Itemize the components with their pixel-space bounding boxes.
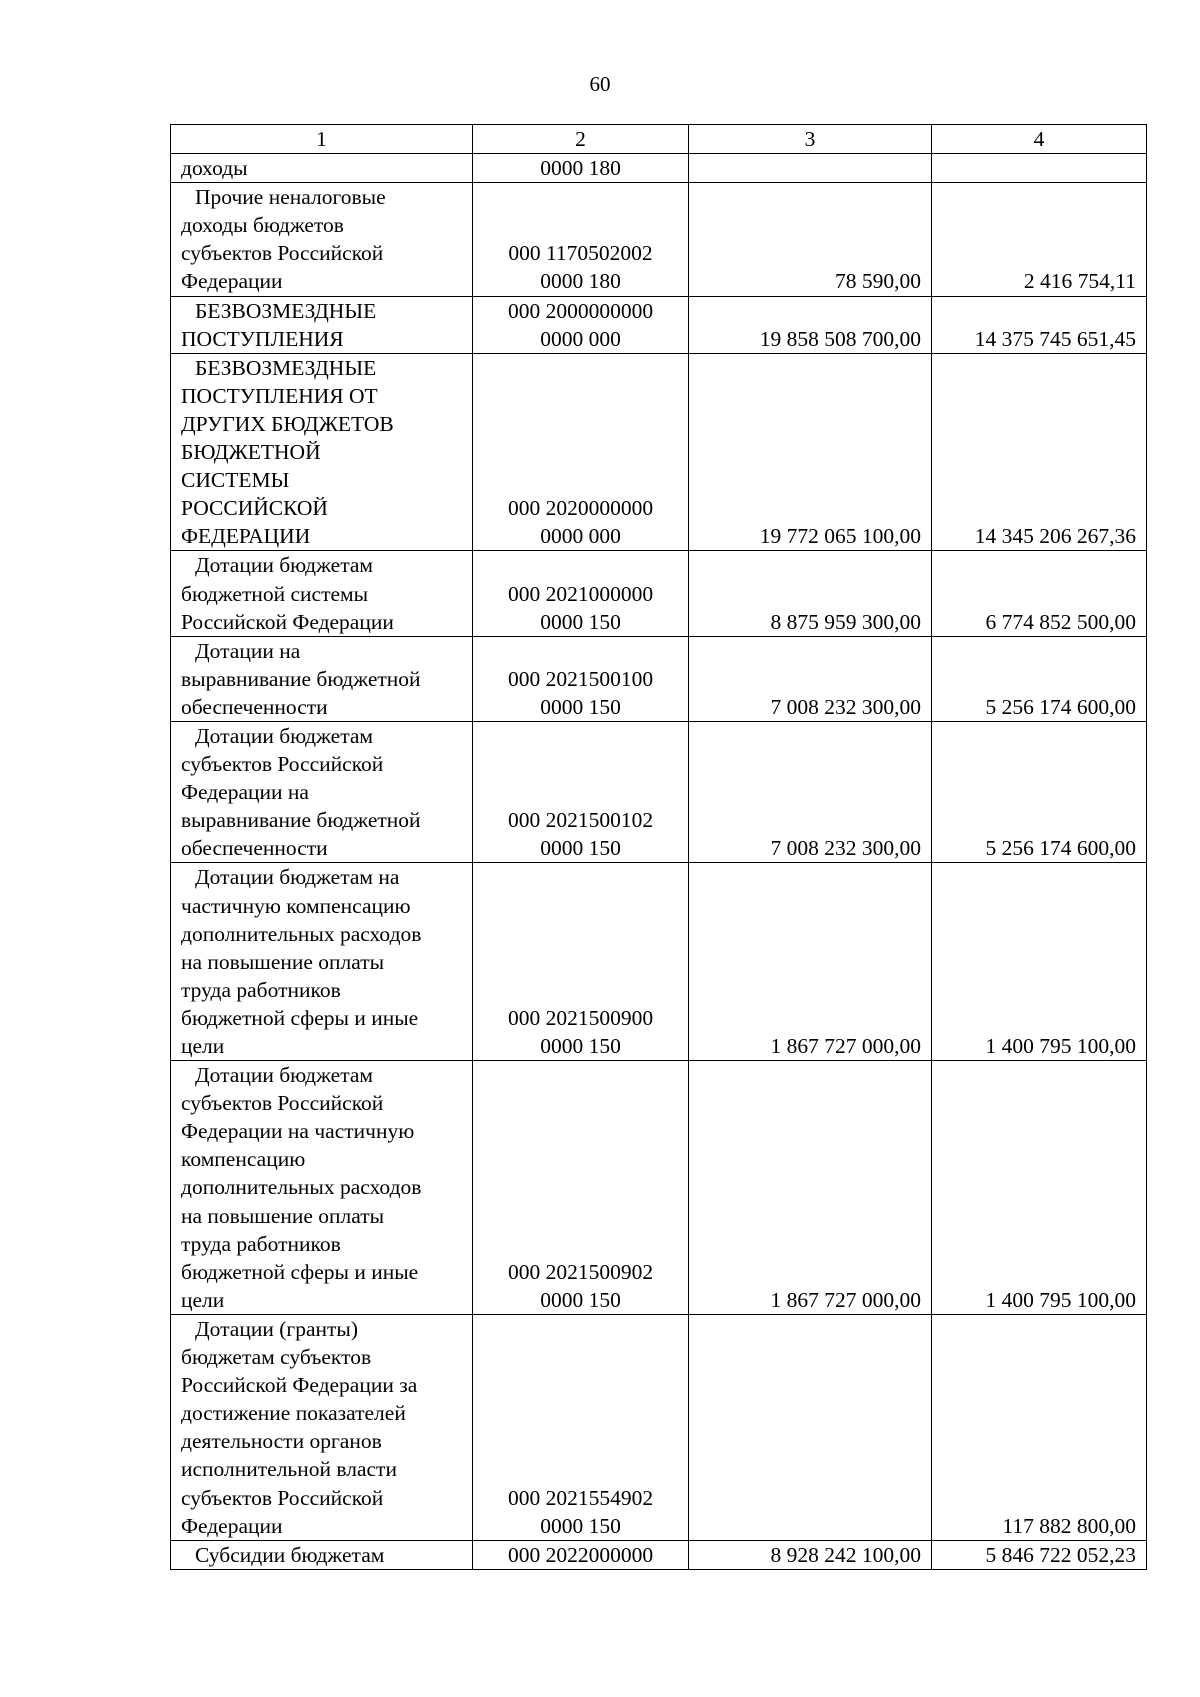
row-name-line: доходы <box>181 156 248 181</box>
header-col-2: 2 <box>473 125 689 154</box>
row-col4-value <box>932 154 1147 183</box>
row-name-cell <box>171 296 473 353</box>
row-code-line: 0000 150 <box>540 1513 621 1538</box>
budget-table <box>170 124 1147 1570</box>
row-col4-value: 5 256 174 600,00 <box>932 636 1147 721</box>
row-name-line: бюджетам субъектов <box>181 1345 372 1370</box>
row-name-line: деятельности органов <box>181 1429 382 1454</box>
row-name-line: бюджетной системы <box>181 581 369 606</box>
row-code-cell <box>473 551 689 636</box>
row-code-cell <box>473 296 689 353</box>
table-row <box>171 551 1147 636</box>
row-code-cell <box>473 353 689 551</box>
row-name-cell <box>171 183 473 296</box>
row-name-line: Дотации бюджетам <box>195 723 373 748</box>
table-row <box>171 183 1147 296</box>
row-col3-value: 1 867 727 000,00 <box>689 863 932 1061</box>
row-col3-value: 78 590,00 <box>689 183 932 296</box>
row-col4-value: 14 345 206 267,36 <box>932 353 1147 551</box>
row-code-line: 000 2021500900 <box>507 1005 654 1030</box>
row-name-line: Прочие неналоговые <box>195 185 386 210</box>
row-name-line: достижение показателей <box>181 1401 406 1426</box>
row-col4-value: 14 375 745 651,45 <box>932 296 1147 353</box>
row-col3-value: 8 875 959 300,00 <box>689 551 932 636</box>
row-col3-value: 19 858 508 700,00 <box>689 296 932 353</box>
header-col-4: 4 <box>932 125 1147 154</box>
row-code-line: 000 2021500902 <box>507 1259 654 1284</box>
row-col4-value: 2 416 754,11 <box>932 183 1147 296</box>
table-row <box>171 863 1147 1061</box>
row-code-line: 0000 150 <box>540 609 621 634</box>
row-name-cell <box>171 863 473 1061</box>
row-code-line: 000 2021500100 <box>507 666 654 691</box>
row-name-line: исполнительной власти <box>181 1457 397 1482</box>
row-code-cell <box>473 636 689 721</box>
row-code-cell <box>473 721 689 862</box>
row-name-line: ФЕДЕРАЦИИ <box>181 524 311 549</box>
row-name-line: Дотации на <box>195 638 301 663</box>
row-name-line: на повышение оплаты <box>181 1203 385 1228</box>
row-code-cell <box>473 1540 689 1569</box>
table-row <box>171 154 1147 183</box>
row-name-line: цели <box>181 1034 225 1058</box>
row-code-cell <box>473 1061 689 1315</box>
table-row <box>171 1061 1147 1315</box>
row-name-line: бюджетной сферы и иные <box>181 1005 419 1030</box>
row-col4-value: 5 256 174 600,00 <box>932 721 1147 862</box>
row-col4-value: 6 774 852 500,00 <box>932 551 1147 636</box>
row-name-line: Федерации <box>181 269 283 294</box>
row-name-line: Дотации (гранты) <box>195 1316 359 1341</box>
row-name-line: выравнивание бюджетной <box>181 666 421 691</box>
header-col-3: 3 <box>689 125 932 154</box>
row-name-line: частичную компенсацию <box>181 893 411 918</box>
row-name-line: Дотации бюджетам на <box>195 865 400 890</box>
row-name-line: дополнительных расходов <box>181 921 422 946</box>
row-col3-value: 7 008 232 300,00 <box>689 636 932 721</box>
row-code-line: 0000 150 <box>540 1034 621 1058</box>
row-code-line: 0000 180 <box>540 156 621 181</box>
row-name-cell <box>171 353 473 551</box>
row-code-cell <box>473 154 689 183</box>
row-name-line: субъектов Российской <box>181 752 384 777</box>
row-code-line: 000 2020000000 <box>507 496 654 521</box>
row-col3-value: 19 772 065 100,00 <box>689 353 932 551</box>
row-name-cell <box>171 721 473 862</box>
row-name-line: выравнивание бюджетной <box>181 808 421 833</box>
table-row <box>171 353 1147 551</box>
row-name-line: Субсидии бюджетам <box>195 1542 385 1567</box>
row-col3-value: 7 008 232 300,00 <box>689 721 932 862</box>
table-header-row <box>171 125 1147 154</box>
row-name-line: обеспеченности <box>181 694 328 719</box>
table-row <box>171 296 1147 353</box>
row-code-line: 0000 150 <box>540 694 621 719</box>
row-col3-value: 8 928 242 100,00 <box>689 1540 932 1569</box>
row-code-line: 000 2021000000 <box>507 581 654 606</box>
row-code-cell <box>473 863 689 1061</box>
row-code-line: 0000 000 <box>540 326 621 351</box>
row-name-cell <box>171 1540 473 1569</box>
table-row <box>171 1540 1147 1569</box>
table-row <box>171 636 1147 721</box>
row-name-line: субъектов Российской <box>181 1485 384 1510</box>
row-name-line: БЕЗВОЗМЕЗДНЫЕ <box>195 355 377 380</box>
row-name-line: РОССИЙСКОЙ <box>181 496 328 521</box>
row-code-line: 000 1170502002 <box>508 241 653 266</box>
row-code-line: 000 2021554902 <box>507 1485 654 1510</box>
row-name-line: труда работников <box>181 1231 341 1256</box>
row-col4-value: 1 400 795 100,00 <box>932 863 1147 1061</box>
row-name-line: СИСТЕМЫ <box>181 468 290 493</box>
row-col3-value: 1 867 727 000,00 <box>689 1061 932 1315</box>
row-name-line: ПОСТУПЛЕНИЯ <box>181 326 344 351</box>
row-code-line: 0000 150 <box>540 1287 621 1312</box>
table-body <box>171 154 1147 1570</box>
row-col3-value <box>689 154 932 183</box>
row-name-line: Федерации на частичную <box>181 1119 415 1144</box>
row-name-line: ПОСТУПЛЕНИЯ ОТ <box>181 383 378 408</box>
row-code-line: 0000 000 <box>540 524 621 549</box>
row-name-line: на повышение оплаты <box>181 949 385 974</box>
row-name-cell <box>171 154 473 183</box>
row-name-line: Российской Федерации за <box>181 1373 418 1398</box>
table-row <box>171 1314 1147 1540</box>
row-name-cell <box>171 551 473 636</box>
row-name-line: бюджетной сферы и иные <box>181 1259 419 1284</box>
row-name-cell <box>171 1061 473 1315</box>
row-name-line: Федерации <box>181 1513 283 1538</box>
row-code-line: 000 2021500102 <box>507 808 654 833</box>
row-code-line: 0000 180 <box>540 269 621 294</box>
header-col-1: 1 <box>171 125 473 154</box>
row-name-line: БЮДЖЕТНОЙ <box>181 440 321 465</box>
row-name-line: обеспеченности <box>181 836 328 861</box>
page-number: 60 <box>589 72 611 96</box>
row-name-line: субъектов Российской <box>181 241 384 266</box>
row-code-line: 000 2022000000 <box>507 1542 654 1567</box>
row-name-line: Федерации на <box>181 780 309 805</box>
row-name-line: дополнительных расходов <box>181 1175 422 1200</box>
row-name-cell <box>171 636 473 721</box>
row-col4-value: 117 882 800,00 <box>932 1314 1147 1540</box>
table-row <box>171 721 1147 862</box>
row-code-cell <box>473 1314 689 1540</box>
row-name-line: Дотации бюджетам <box>195 553 373 578</box>
row-name-line: компенсацию <box>181 1147 306 1172</box>
row-name-line: Российской Федерации <box>181 609 394 634</box>
row-name-cell <box>171 1314 473 1540</box>
row-name-line: Дотации бюджетам <box>195 1063 373 1088</box>
row-name-line: цели <box>181 1287 225 1312</box>
row-col4-value: 5 846 722 052,23 <box>932 1540 1147 1569</box>
row-code-cell <box>473 183 689 296</box>
row-name-line: труда работников <box>181 977 341 1002</box>
row-name-line: БЕЗВОЗМЕЗДНЫЕ <box>195 298 377 323</box>
row-code-line: 000 2000000000 <box>507 298 654 323</box>
row-name-line: ДРУГИХ БЮДЖЕТОВ <box>181 411 394 436</box>
row-col4-value: 1 400 795 100,00 <box>932 1061 1147 1315</box>
row-code-line: 0000 150 <box>540 836 621 861</box>
row-name-line: доходы бюджетов <box>181 213 344 238</box>
row-name-line: субъектов Российской <box>181 1091 384 1116</box>
row-col3-value <box>689 1314 932 1540</box>
